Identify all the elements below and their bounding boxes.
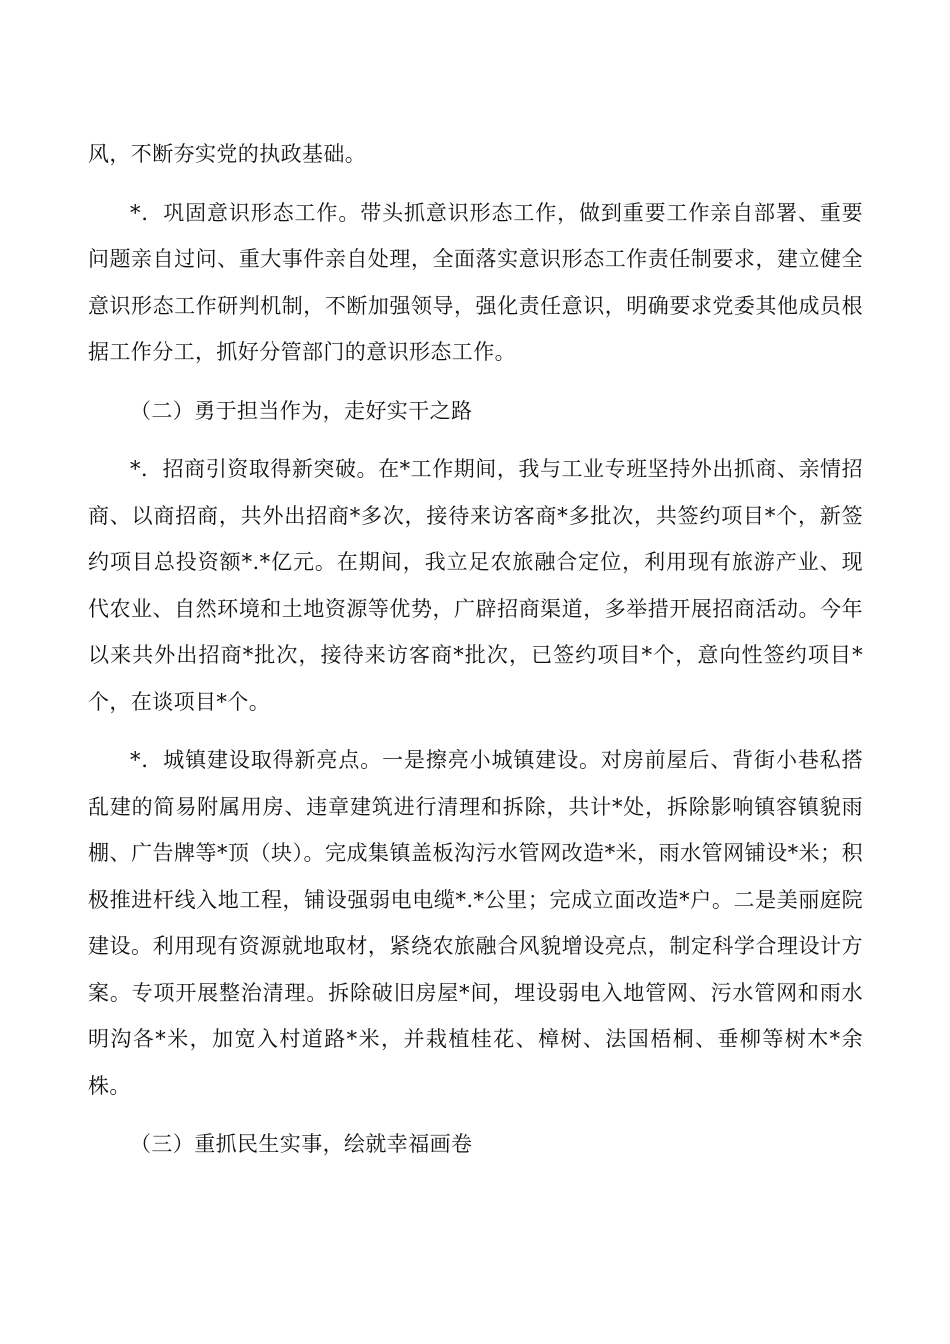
paragraph-ideology-work: *．巩固意识形态工作。带头抓意识形态工作，做到重要工作亲自部署、重要问题亲自过问、重大事件亲自处理，全面落实意识形态工作责任制要求，建立健全意识形态工作研判机制，不断加强领导，强化责任意识，明确要求党委其他成员根据工作分工，抓好分管部门的意识形态工作。: [88, 200, 863, 364]
paragraph-town-construction: *．城镇建设取得新亮点。一是擦亮小城镇建设。对房前屋后、背街小巷私搭乱建的简易附属用房、违章建筑进行清理和拆除，共计*处，拆除影响镇容镇貌雨棚、广告牌等*顶（块）。完成集镇盖板沟污水管网改造*米，雨水管网铺设*米；积极推进杆线入地工程，铺设强弱电电缆*.*公里；完成立面改造*户。二是美丽庭院建设。利用现有资源就地取材，紧绕农旅融合风貌增设亮点，制定科学合理设计方案。专项开展整治清理。拆除破旧房屋*间，埋设弱电入地管网、污水管网和雨水明沟各*米，加宽入村道路*米，并栽植桂花、樟树、法国梧桐、垂柳等树木*余株。: [88, 748, 863, 1098]
section-heading-2: （二）勇于担当作为，走好实干之路: [130, 398, 473, 423]
paragraph-continuation: 风，不断夯实党的执政基础。: [88, 142, 367, 166]
document-body: [88, 131, 863, 1168]
section-heading-3: （三）重抓民生实事，绘就幸福画卷: [130, 1132, 473, 1156]
paragraph-investment: *．招商引资取得新突破。在*工作期间，我与工业专班坚持外出抓商、亲情招商、以商招商，共外出招商*多次，接待来访客商*多批次，共签约项目*个，新签约项目总投资额*.*亿元。在期间，我立足农旅融合定位，利用现有旅游产业、现代农业、自然环境和土地资源等优势，广辟招商渠道，多举措开展招商活动。今年以来共外出招商*批次，接待来访客商*批次，已签约项目*个，意向性签约项目*个，在谈项目*个。: [88, 457, 863, 714]
